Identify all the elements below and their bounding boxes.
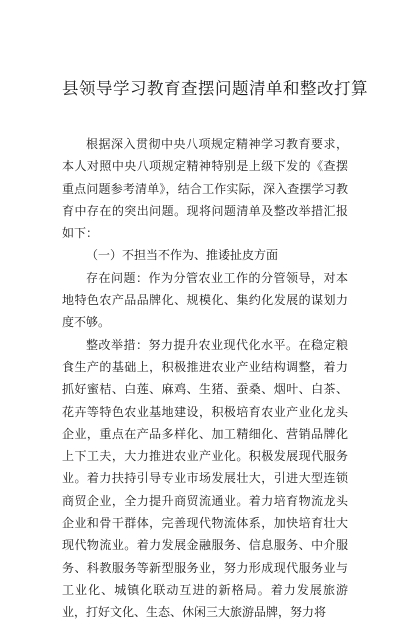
document-title: 县领导学习教育查摆问题清单和整改打算 bbox=[62, 79, 368, 98]
section-heading: （一）不担当不作为、推诿扯皮方面 bbox=[86, 248, 279, 263]
paragraph-problem: 存在问题：作为分管农业工作的分管领导，对本地特色农产品品牌化、规模化、集约化发展的谋划力度不够。 bbox=[62, 270, 348, 330]
paragraph-measures: 整改举措：努力提升农业现代化水平。在稳定粮食生产的基础上，积极推进农业产业结构调整，着力抓好蜜桔、白莲、麻鸡、生猪、蚕桑、烟叶、白茶、花卉等特色农业基地建设，积极培育农业产业化龙头企业，重点在产品多样化、加工精细化、营销品牌化上下工夫，大力推进农业产业化。积极发展现代服务业。着力扶持引导专业市场发展壮大，引进大型连锁商贸企业，全力提升商贸流通业。着力培育物流龙头企业和骨干群体，完善现代物流体系，加快培育壮大现代物流业。着力发展金融服务、信息服务、中介服务、科教服务等新型服务业，努力形成现代服务业与工业化、城镇化联动互进的新格局。着力发展旅游业，打好文化、生态、休闲三大旅游品牌，努力将 bbox=[62, 337, 348, 620]
paragraph-intro: 根据深入贯彻中央八项规定精神学习教育要求，本人对照中央八项规定精神特别是上级下发的《查摆重点问题参考清单》，结合工作实际，深入查摆学习教育中存在的突出问题。现将问题清单及整改举措汇报如下： bbox=[62, 137, 348, 241]
